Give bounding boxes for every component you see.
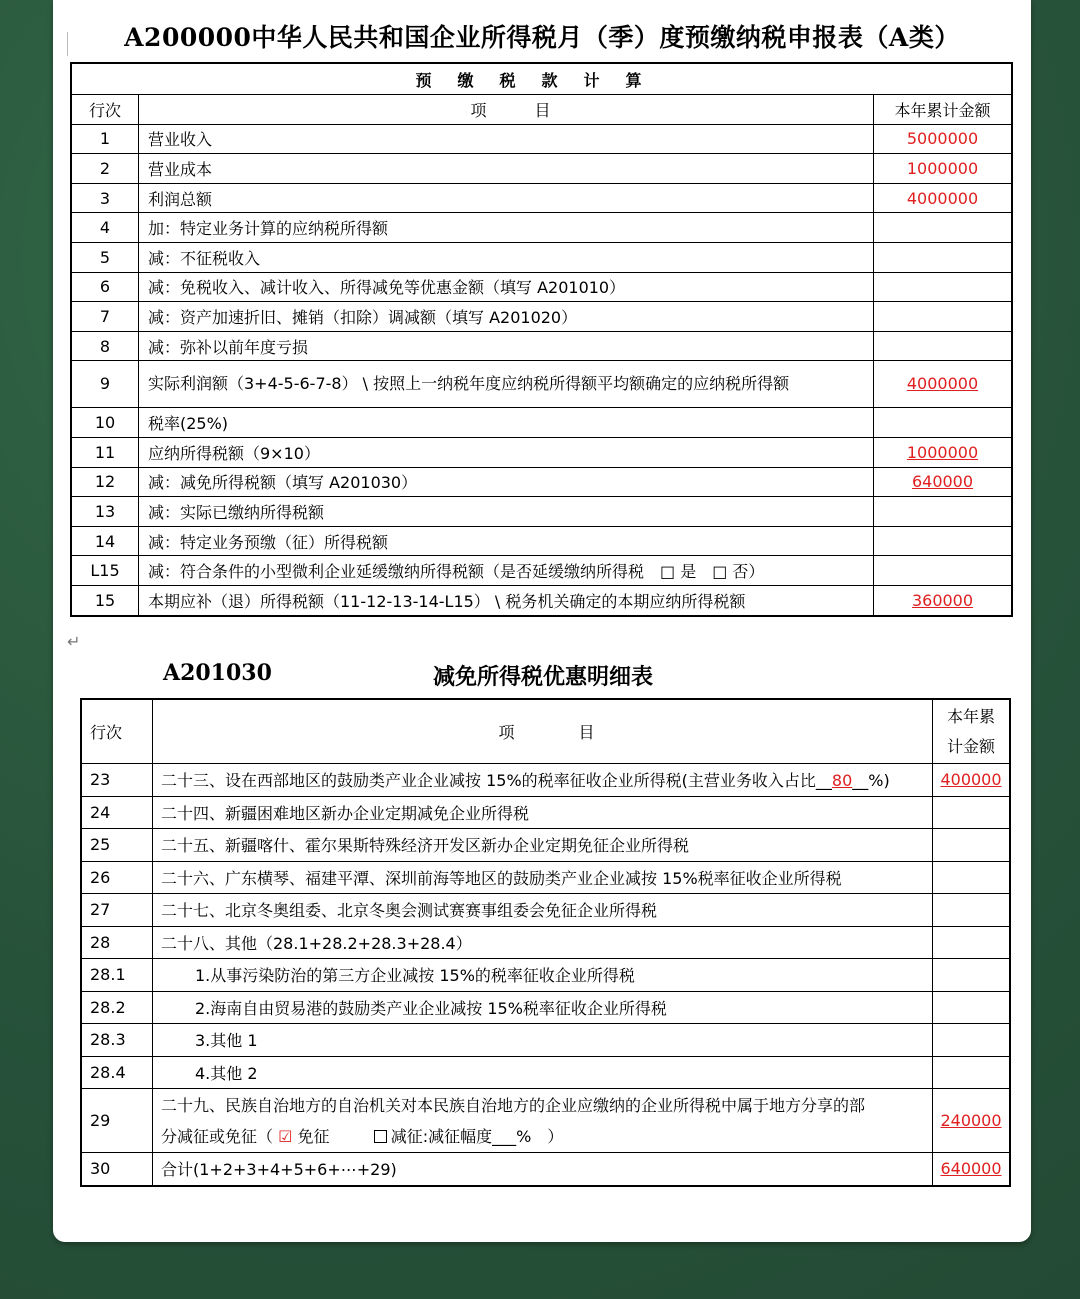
row-item: 减：减免所得税额（填写 A201030） <box>139 467 874 497</box>
table-row <box>71 497 1012 527</box>
row-amount <box>933 894 1011 927</box>
table-row <box>71 272 1012 302</box>
row-item: 减：资产加速折旧、摊销（扣除）调减额（填写 A201020） <box>139 302 874 332</box>
row-number: 15 <box>71 585 139 615</box>
row-number: 9 <box>71 361 139 408</box>
exempt-label: 免征 <box>297 1126 330 1146</box>
row-amount <box>933 991 1011 1024</box>
col-row-header: 行次 <box>71 95 139 125</box>
row-number: 30 <box>81 1153 153 1186</box>
amount-value: 640000 <box>940 1159 1002 1179</box>
row-number: 28.2 <box>81 991 153 1024</box>
row-number: 29 <box>81 1089 153 1153</box>
row-amount <box>933 1089 1011 1153</box>
amount-value: 4000000 <box>906 188 979 208</box>
table-row <box>71 331 1012 361</box>
row-amount <box>933 861 1011 894</box>
row-number: 28 <box>81 926 153 959</box>
row-number: 11 <box>71 437 139 467</box>
amount-value: 400000 <box>940 770 1002 790</box>
row-amount <box>874 331 1013 361</box>
table-row <box>71 183 1012 213</box>
row-amount <box>874 408 1013 438</box>
row-amount <box>874 467 1013 497</box>
row-item-text: 2.海南自由贸易港的鼓励类产业企业减按 15%税率征收企业所得税 <box>195 998 667 1018</box>
row-amount <box>933 829 1011 862</box>
row-item-line1: 二十九、民族自治地方的自治机关对本民族自治地方的企业应缴纳的企业所得税中属于地方分享的部 <box>161 1095 866 1115</box>
amount-value: 640000 <box>911 472 974 492</box>
table-row <box>71 213 1012 243</box>
row-amount <box>874 154 1013 184</box>
table-row <box>71 467 1012 497</box>
row-number: 23 <box>81 764 153 797</box>
row-item <box>153 1089 933 1153</box>
tax-relief-table <box>80 698 1011 1187</box>
col-amount-header-line2: 计金额 <box>946 736 995 756</box>
row-item-text: 3.其他 1 <box>195 1031 258 1051</box>
table-row <box>81 1089 1010 1153</box>
row-amount <box>874 213 1013 243</box>
table-row <box>71 437 1012 467</box>
row-item: 利润总额 <box>139 183 874 213</box>
amount-value: 4000000 <box>906 374 979 394</box>
table-row <box>81 829 1010 862</box>
table-row <box>71 556 1012 586</box>
row-item-text-end: __%) <box>852 771 890 791</box>
table-row <box>71 361 1012 408</box>
row-number: 5 <box>71 242 139 272</box>
col-item-header: 项 目 <box>153 699 933 764</box>
row-item: 减：免税收入、减计收入、所得减免等优惠金额（填写 A201010） <box>139 272 874 302</box>
row-item: 减：弥补以前年度亏损 <box>139 331 874 361</box>
amount-value: 1000000 <box>906 442 979 462</box>
row-item: 减：不征税收入 <box>139 242 874 272</box>
col-amount-header <box>933 699 1011 764</box>
table-row <box>81 959 1010 992</box>
table-row <box>81 991 1010 1024</box>
row-item: 营业成本 <box>139 154 874 184</box>
row-amount <box>874 497 1013 527</box>
row-amount <box>874 526 1013 556</box>
row-item <box>153 1056 933 1089</box>
table-row <box>81 861 1010 894</box>
row-item: 减：符合条件的小型微利企业延缓缴纳所得税额（是否延缓缴纳所得税 □ 是 □ 否） <box>139 556 874 586</box>
row-number: L15 <box>71 556 139 586</box>
row-amount <box>933 1153 1011 1186</box>
table-row <box>71 302 1012 332</box>
row-item <box>153 959 933 992</box>
table-row <box>71 526 1012 556</box>
row-item: 减：特定业务预缴（征）所得税额 <box>139 526 874 556</box>
row-amount <box>874 437 1013 467</box>
row-item: 减：实际已缴纳所得税额 <box>139 497 874 527</box>
row-item: 营业收入 <box>139 124 874 154</box>
row-item-text: 1.从事污染防治的第三方企业减按 15%的税率征收企业所得税 <box>195 966 635 986</box>
prepayment-table <box>70 62 1013 617</box>
table-row <box>81 1024 1010 1057</box>
row-amount <box>933 1056 1011 1089</box>
row-number: 26 <box>81 861 153 894</box>
row-amount <box>874 556 1013 586</box>
row-number: 13 <box>71 497 139 527</box>
amount-value: 1000000 <box>906 158 979 178</box>
row-item: 二十五、新疆喀什、霍尔果斯特殊经济开发区新办企业定期免征企业所得税 <box>153 829 933 862</box>
row-item: 二十四、新疆困难地区新办企业定期减免企业所得税 <box>153 796 933 829</box>
document-page <box>53 0 1031 1242</box>
form2-title: 减免所得税优惠明细表 <box>433 664 654 690</box>
table-row <box>71 154 1012 184</box>
table-row <box>81 894 1010 927</box>
row-number: 7 <box>71 302 139 332</box>
row-amount <box>933 1024 1011 1057</box>
row-item-line2 <box>161 1121 932 1152</box>
table-row <box>81 796 1010 829</box>
row-item <box>153 1024 933 1057</box>
row-amount <box>933 764 1011 797</box>
row-item <box>153 991 933 1024</box>
col-row-header: 行次 <box>81 699 153 764</box>
section-header: 预缴税款计算 <box>71 63 1012 95</box>
unchecked-box-icon[interactable] <box>374 1130 387 1143</box>
row-item-text: 二十三、设在西部地区的鼓励类产业企业减按 15%的税率征收企业所得税(主营业务收入占比__ <box>161 771 832 791</box>
row-item: 二十八、其他（28.1+28.2+28.3+28.4） <box>153 926 933 959</box>
row-number: 8 <box>71 331 139 361</box>
ratio-value: 80 <box>831 771 853 791</box>
row-number: 24 <box>81 796 153 829</box>
row-amount <box>874 124 1013 154</box>
checked-box-icon[interactable]: ☑ <box>278 1126 293 1146</box>
row-item-text: 4.其他 2 <box>195 1063 258 1083</box>
row-number: 27 <box>81 894 153 927</box>
table-row <box>81 926 1010 959</box>
row-number: 28.4 <box>81 1056 153 1089</box>
row-number: 1 <box>71 124 139 154</box>
row-number: 12 <box>71 467 139 497</box>
row-amount <box>874 242 1013 272</box>
row-number: 3 <box>71 183 139 213</box>
row-item: 合计(1+2+3+4+5+6+⋯+29) <box>153 1153 933 1186</box>
row-number: 25 <box>81 829 153 862</box>
row-number: 2 <box>71 154 139 184</box>
amount-value: 240000 <box>940 1111 1002 1130</box>
amount-value: 5000000 <box>906 129 979 149</box>
amount-value: 360000 <box>911 590 974 610</box>
form2-code: A201030 <box>163 660 272 686</box>
col-amount-header: 本年累计金额 <box>874 95 1013 125</box>
reduce-label: 减征:减征幅度___% ） <box>390 1126 564 1146</box>
row-item: 加：特定业务计算的应纳税所得额 <box>139 213 874 243</box>
row-number: 4 <box>71 213 139 243</box>
row-number: 6 <box>71 272 139 302</box>
row-amount <box>933 796 1011 829</box>
row-item: 本期应补（退）所得税额（11-12-13-14-L15） \ 税务机关确定的本期应纳所得税额 <box>139 585 874 615</box>
table-row <box>81 1153 1010 1186</box>
table-row <box>81 764 1010 797</box>
col-item-header: 项 目 <box>139 95 874 125</box>
row-amount <box>874 183 1013 213</box>
row-amount <box>874 361 1013 408</box>
row-item-line2-text: 分减征或免征（ <box>161 1126 274 1146</box>
table-row <box>71 124 1012 154</box>
row-item: 二十七、北京冬奥组委、北京冬奥会测试赛赛事组委会免征企业所得税 <box>153 894 933 927</box>
row-item: 应纳所得税额（9×10） <box>139 437 874 467</box>
row-amount <box>933 959 1011 992</box>
row-item: 二十六、广东横琴、福建平潭、深圳前海等地区的鼓励类产业企业减按 15%税率征收企业所得税 <box>153 861 933 894</box>
table-row <box>81 1056 1010 1089</box>
row-number: 28.1 <box>81 959 153 992</box>
row-amount <box>874 302 1013 332</box>
row-number: 10 <box>71 408 139 438</box>
table-row <box>71 585 1012 615</box>
paragraph-mark: ↵ <box>67 632 81 651</box>
row-number: 28.3 <box>81 1024 153 1057</box>
row-amount <box>874 272 1013 302</box>
col-amount-header-line1: 本年累 <box>946 706 995 726</box>
row-amount <box>874 585 1013 615</box>
table-row <box>71 242 1012 272</box>
row-item: 税率(25%) <box>139 408 874 438</box>
row-item: 实际利润额（3+4-5-6-7-8） \ 按照上一纳税年度应纳税所得额平均额确定的应纳税所得额 <box>139 361 874 408</box>
table-row <box>71 408 1012 438</box>
form-title: A200000中华人民共和国企业所得税月（季）度预缴纳税申报表（A类） <box>124 23 960 52</box>
row-number: 14 <box>71 526 139 556</box>
row-amount <box>933 926 1011 959</box>
row-item <box>153 764 933 797</box>
